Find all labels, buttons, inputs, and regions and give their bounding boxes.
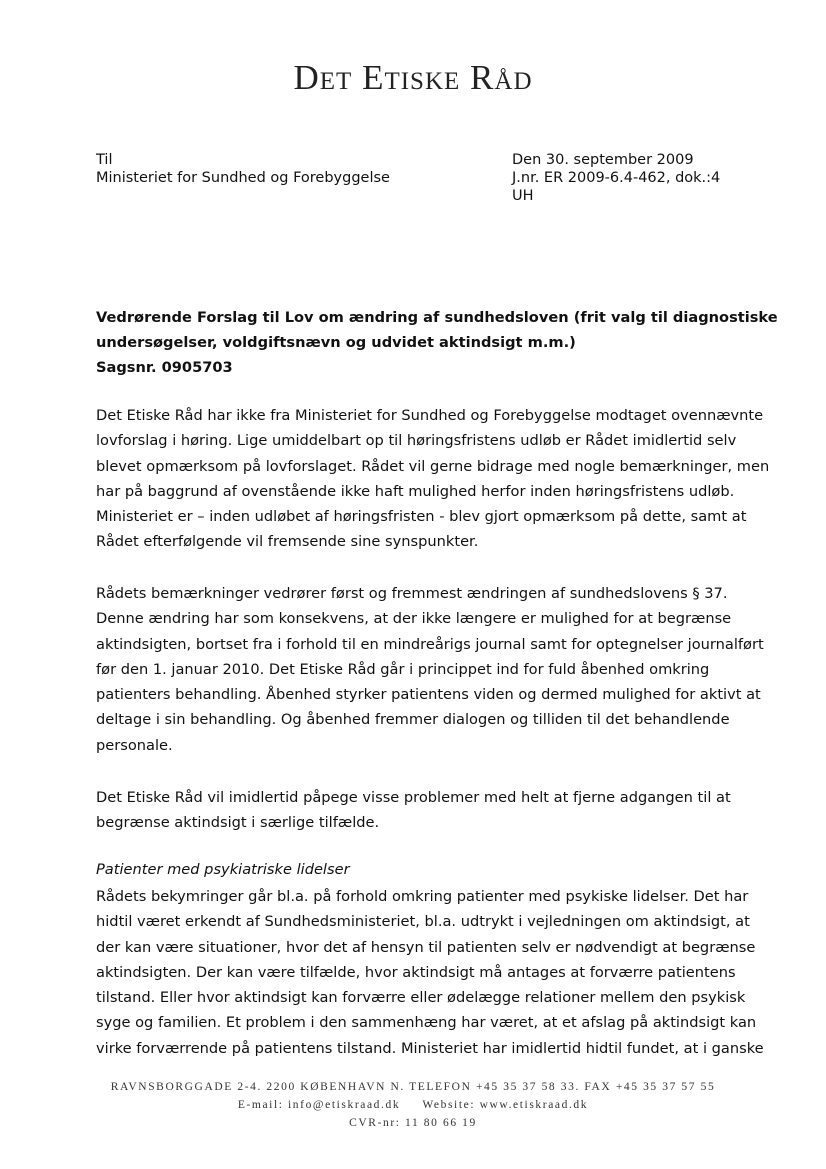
paragraph-line: der kan være situationer, hvor det af hensyn til patienten selv er nødvendigt at begrænse	[96, 938, 756, 956]
letter-date: Den 30. september 2009	[512, 152, 694, 168]
paragraph-line: før den 1. januar 2010. Det Etiske Råd går i princippet ind for fuld åbenhed omkring	[96, 660, 710, 678]
letterhead-title	[0, 58, 826, 98]
paragraph-line: begrænse aktindsigt i særlige tilfælde.	[96, 814, 380, 832]
paragraph-3	[96, 785, 756, 836]
footer-cvr: CVR-nr: 11 80 66 19	[349, 1117, 477, 1129]
paragraph-line: Denne ændring har som konsekvens, at der ikke længere er mulighed for at begrænse	[96, 610, 732, 628]
letterhead-title-text: DET ETISKE RÅD	[293, 58, 533, 97]
paragraph-line: tilstand. Eller hvor aktindsigt kan forværre eller ødelægge relationer mellem den psykisk	[96, 989, 746, 1007]
paragraph-line: virke forværrende på patientens tilstand. Ministeriet har imidlertid hidtil fundet, at i ganske	[96, 1039, 764, 1057]
case-number: Sagsnr. 0905703	[96, 359, 233, 376]
paragraph-1	[96, 403, 770, 555]
letter-footer	[0, 1078, 826, 1132]
paragraph-line: lovforslag i høring. Lige umiddelbart op til høringsfristens udløb er Rådet imidlertid selv	[96, 432, 737, 450]
recipient-line-1: Til	[96, 152, 113, 168]
paragraph-line: hidtil været erkendt af Sundhedsministeriet, bl.a. udtrykt i vejledningen om aktindsigt, at	[96, 913, 750, 931]
subject-block	[96, 305, 778, 380]
recipient-line-2: Ministeriet for Sundhed og Forebyggelse	[96, 170, 390, 186]
paragraph-line: aktindsigten. Der kan være tilfælde, hvor aktindsigt må antages at forværre patientens	[96, 963, 736, 981]
journal-number: J.nr. ER 2009-6.4-462, dok.:4	[512, 170, 721, 186]
paragraph-line: personale.	[96, 736, 173, 754]
paragraph-line: Ministeriet er – inden udløbet af høringsfristen - blev gjort opmærksom på dette, samt at	[96, 508, 747, 526]
letter-meta	[512, 151, 720, 205]
paragraph-line: Rådet efterfølgende vil fremsende sine synspunkter.	[96, 533, 479, 551]
paragraph-line: Rådets bemærkninger vedrører først og fremmest ændringen af sundhedslovens § 37.	[96, 585, 728, 602]
footer-contact: E-mail: info@etiskraad.dk Website: www.etiskraad.dk	[237, 1099, 589, 1111]
paragraph-line: aktindsigten, bortset fra i forhold til en mindreårigs journal samt for optegnelser journalført	[96, 635, 764, 653]
paragraph-line: Det Etiske Råd vil imidlertid påpege visse problemer med helt at fjerne adgangen til at	[96, 789, 731, 806]
paragraph-line: patienters behandling. Åbenhed styrker patientens viden og dermed mulighed for aktivt at	[96, 686, 761, 704]
paragraph-2	[96, 581, 764, 758]
paragraph-line: Det Etiske Råd har ikke fra Ministeriet for Sundhed og Forebyggelse modtaget ovennævnte	[96, 407, 764, 424]
paragraph-line: deltage i sin behandling. Og åbenhed fremmer dialogen og tilliden til det behandlende	[96, 711, 730, 729]
subject-line-2: undersøgelser, voldgiftsnævn og udvidet aktindsigt m.m.)	[96, 334, 576, 351]
author-initials: UH	[512, 188, 534, 204]
paragraph-line: Rådets bekymringer går bl.a. på forhold omkring patienter med psykiske lidelser. Det har	[96, 888, 749, 905]
subject-line-1: Vedrørende Forslag til Lov om ændring af sundhedsloven (frit valg til diagnostiske	[96, 309, 778, 326]
paragraph-line: blevet opmærksom på lovforslaget. Rådet vil gerne bidrage med nogle bemærkninger, men	[96, 457, 770, 475]
paragraph-line: syge og familien. Et problem i den sammenhæng har været, at et afslag på aktindsigt kan	[96, 1014, 757, 1032]
paragraph-line: har på baggrund af ovenstående ikke haft mulighed herfor inden høringsfristens udløb.	[96, 482, 735, 500]
paragraph-4	[96, 884, 764, 1061]
section-heading: Patienter med psykiatriske lidelser	[96, 861, 350, 878]
footer-address: RAVNSBORGGADE 2-4. 2200 KØBENHAVN N. TELEFON +45 35 37 58 33. FAX +45 35 37 57 55	[110, 1081, 716, 1093]
recipient-block	[96, 151, 390, 187]
